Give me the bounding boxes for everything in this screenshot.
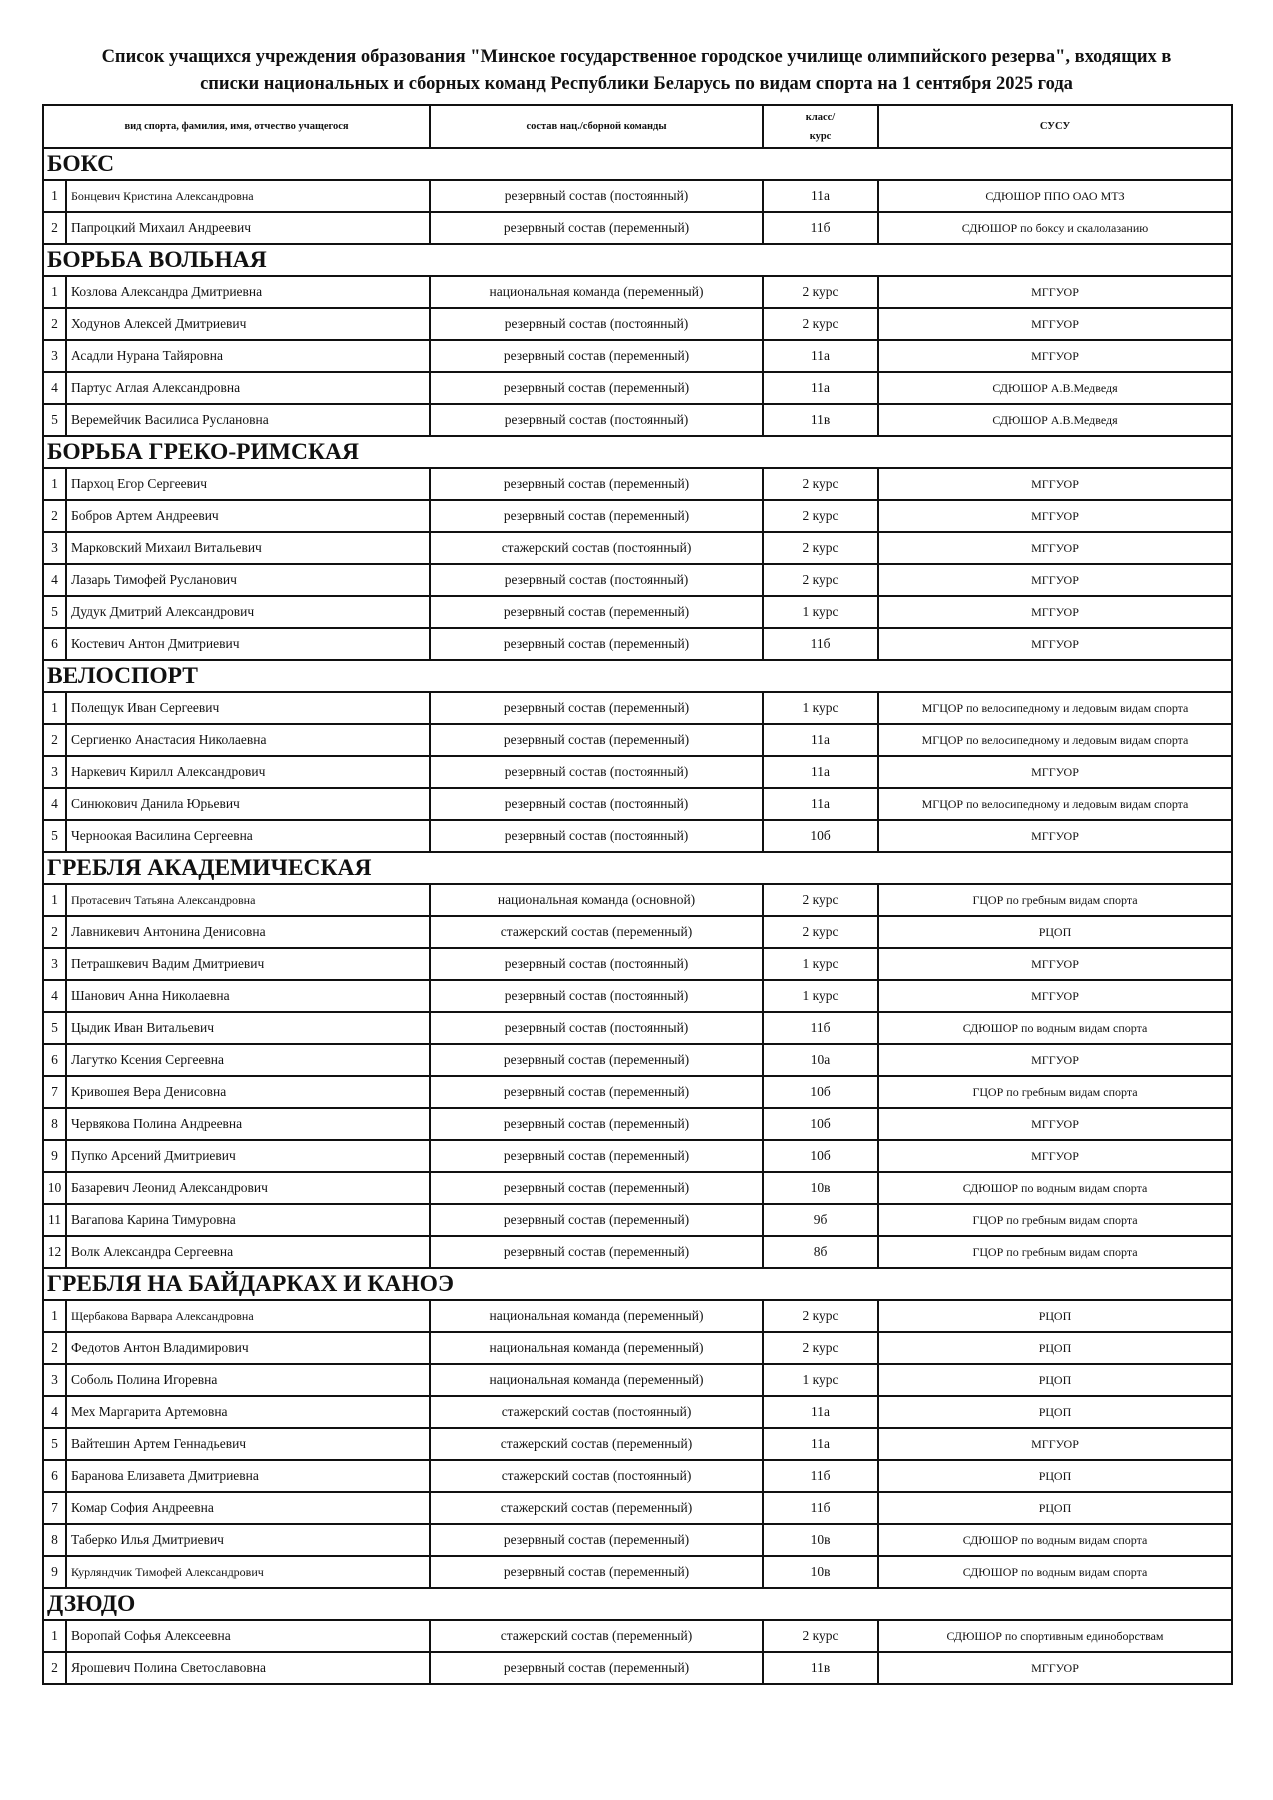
team-status: резервный состав (переменный) <box>430 1044 763 1076</box>
section-title: БОРЬБА ВОЛЬНАЯ <box>43 244 1232 276</box>
row-number: 6 <box>43 1460 66 1492</box>
row-number: 1 <box>43 1300 66 1332</box>
class-course: 2 курс <box>763 500 878 532</box>
team-status: резервный состав (переменный) <box>430 1524 763 1556</box>
team-status: резервный состав (переменный) <box>430 724 763 756</box>
class-course: 1 курс <box>763 596 878 628</box>
row-number: 2 <box>43 916 66 948</box>
team-status: стажерский состав (переменный) <box>430 1492 763 1524</box>
team-status: резервный состав (переменный) <box>430 628 763 660</box>
table-row <box>43 596 1232 628</box>
row-number: 4 <box>43 788 66 820</box>
table-row <box>43 500 1232 532</box>
table-row <box>43 756 1232 788</box>
table-row <box>43 372 1232 404</box>
student-name: Дудук Дмитрий Александрович <box>66 596 430 628</box>
section-title: БОРЬБА ГРЕКО-РИМСКАЯ <box>43 436 1232 468</box>
title-line-1: Список учащихся учреждения образования "Минское государственное городское училище олимпийского резерва", входящих в <box>101 47 1172 67</box>
student-name: Баранова Елизавета Дмитриевна <box>66 1460 430 1492</box>
row-number: 2 <box>43 724 66 756</box>
student-name: Козлова Александра Дмитриевна <box>66 276 430 308</box>
school-name: СДЮШОР А.В.Медведя <box>878 404 1232 436</box>
team-status: резервный состав (переменный) <box>430 1076 763 1108</box>
team-status: национальная команда (переменный) <box>430 276 763 308</box>
table-row <box>43 692 1232 724</box>
school-name: МГГУОР <box>878 948 1232 980</box>
team-status: резервный состав (постоянный) <box>430 564 763 596</box>
header-class-line-1: класс/ <box>805 111 836 123</box>
student-name: Партус Аглая Александровна <box>66 372 430 404</box>
student-name: Мех Маргарита Артемовна <box>66 1396 430 1428</box>
school-name: ГЦОР по гребным видам спорта <box>878 1204 1232 1236</box>
table-row <box>43 1236 1232 1268</box>
student-name: Петрашкевич Вадим Дмитриевич <box>66 948 430 980</box>
table-row <box>43 980 1232 1012</box>
team-status: резервный состав (переменный) <box>430 500 763 532</box>
class-course: 1 курс <box>763 948 878 980</box>
class-course: 11б <box>763 212 878 244</box>
table-row <box>43 404 1232 436</box>
team-status: резервный состав (переменный) <box>430 1172 763 1204</box>
row-number: 6 <box>43 628 66 660</box>
class-course: 2 курс <box>763 532 878 564</box>
school-name: СДЮШОР по водным видам спорта <box>878 1012 1232 1044</box>
student-name: Червякова Полина Андреевна <box>66 1108 430 1140</box>
student-name: Бобров Артем Андреевич <box>66 500 430 532</box>
table-row <box>43 532 1232 564</box>
student-name: Лазарь Тимофей Русланович <box>66 564 430 596</box>
row-number: 3 <box>43 756 66 788</box>
section-row <box>43 1588 1232 1620</box>
table-row <box>43 564 1232 596</box>
header-class-line-2: курс <box>809 130 832 142</box>
school-name: МГГУОР <box>878 1140 1232 1172</box>
row-number: 10 <box>43 1172 66 1204</box>
school-name: МГЦОР по велосипедному и ледовым видам спорта <box>878 788 1232 820</box>
school-name: МГЦОР по велосипедному и ледовым видам спорта <box>878 692 1232 724</box>
student-name: Сергиенко Анастасия Николаевна <box>66 724 430 756</box>
row-number: 8 <box>43 1524 66 1556</box>
school-name: МГГУОР <box>878 276 1232 308</box>
row-number: 5 <box>43 596 66 628</box>
class-course: 11б <box>763 1460 878 1492</box>
class-course: 2 курс <box>763 468 878 500</box>
section-title: ГРЕБЛЯ НА БАЙДАРКАХ И КАНОЭ <box>43 1268 1232 1300</box>
team-status: стажерский состав (постоянный) <box>430 532 763 564</box>
student-name: Воропай Софья Алексеевна <box>66 1620 430 1652</box>
student-name: Костевич Антон Дмитриевич <box>66 628 430 660</box>
team-status: резервный состав (постоянный) <box>430 788 763 820</box>
team-status: стажерский состав (переменный) <box>430 1428 763 1460</box>
team-status: национальная команда (основной) <box>430 884 763 916</box>
class-course: 2 курс <box>763 308 878 340</box>
table-row <box>43 468 1232 500</box>
student-name: Синюкович Данила Юрьевич <box>66 788 430 820</box>
table-row <box>43 628 1232 660</box>
class-course: 11а <box>763 180 878 212</box>
student-name: Черноокая Василина Сергеевна <box>66 820 430 852</box>
school-name: МГГУОР <box>878 1652 1232 1684</box>
row-number: 4 <box>43 372 66 404</box>
team-status: стажерский состав (постоянный) <box>430 1396 763 1428</box>
student-name: Наркевич Кирилл Александрович <box>66 756 430 788</box>
team-status: резервный состав (постоянный) <box>430 756 763 788</box>
team-status: национальная команда (переменный) <box>430 1300 763 1332</box>
class-course: 10б <box>763 1108 878 1140</box>
row-number: 9 <box>43 1140 66 1172</box>
table-row <box>43 1044 1232 1076</box>
school-name: СДЮШОР по спортивным единоборствам <box>878 1620 1232 1652</box>
student-name: Цыдик Иван Витальевич <box>66 1012 430 1044</box>
team-status: резервный состав (переменный) <box>430 340 763 372</box>
school-name: МГГУОР <box>878 1428 1232 1460</box>
table-row <box>43 340 1232 372</box>
class-course: 11а <box>763 724 878 756</box>
school-name: РЦОП <box>878 1460 1232 1492</box>
team-status: резервный состав (переменный) <box>430 1652 763 1684</box>
team-status: резервный состав (постоянный) <box>430 980 763 1012</box>
class-course: 2 курс <box>763 1620 878 1652</box>
class-course: 1 курс <box>763 980 878 1012</box>
student-name: Бонцевич Кристина Александровна <box>66 180 430 212</box>
row-number: 11 <box>43 1204 66 1236</box>
school-name: МГГУОР <box>878 820 1232 852</box>
class-course: 11а <box>763 340 878 372</box>
header-class <box>763 105 878 148</box>
table-row <box>43 1108 1232 1140</box>
team-status: резервный состав (переменный) <box>430 468 763 500</box>
school-name: МГГУОР <box>878 308 1232 340</box>
student-name: Комар София Андреевна <box>66 1492 430 1524</box>
row-number: 7 <box>43 1492 66 1524</box>
student-name: Лагутко Ксения Сергеевна <box>66 1044 430 1076</box>
row-number: 12 <box>43 1236 66 1268</box>
header-team: состав нац./сборной команды <box>430 105 763 148</box>
school-name: ГЦОР по гребным видам спорта <box>878 884 1232 916</box>
class-course: 10в <box>763 1524 878 1556</box>
student-name: Полещук Иван Сергеевич <box>66 692 430 724</box>
student-name: Пупко Арсений Дмитриевич <box>66 1140 430 1172</box>
table-row <box>43 916 1232 948</box>
row-number: 2 <box>43 1332 66 1364</box>
team-status: резервный состав (переменный) <box>430 1140 763 1172</box>
school-name: РЦОП <box>878 1492 1232 1524</box>
team-status: резервный состав (переменный) <box>430 212 763 244</box>
table-header <box>43 105 1232 148</box>
row-number: 2 <box>43 212 66 244</box>
team-status: резервный состав (постоянный) <box>430 308 763 340</box>
school-name: МГГУОР <box>878 980 1232 1012</box>
student-name: Волк Александра Сергеевна <box>66 1236 430 1268</box>
student-name: Пархоц Егор Сергеевич <box>66 468 430 500</box>
school-name: МГГУОР <box>878 1108 1232 1140</box>
team-status: национальная команда (переменный) <box>430 1364 763 1396</box>
class-course: 10б <box>763 1076 878 1108</box>
table-row <box>43 1332 1232 1364</box>
row-number: 1 <box>43 276 66 308</box>
row-number: 6 <box>43 1044 66 1076</box>
team-status: резервный состав (постоянный) <box>430 404 763 436</box>
team-status: резервный состав (переменный) <box>430 1204 763 1236</box>
title-line-2: списки национальных и сборных команд Республики Беларусь по видам спорта на 1 сентября 2025 года <box>200 74 1073 94</box>
row-number: 2 <box>43 1652 66 1684</box>
row-number: 4 <box>43 980 66 1012</box>
school-name: МГГУОР <box>878 468 1232 500</box>
class-course: 11б <box>763 1012 878 1044</box>
table-row <box>43 1076 1232 1108</box>
class-course: 11а <box>763 756 878 788</box>
student-name: Щербакова Варвара Александровна <box>66 1300 430 1332</box>
row-number: 3 <box>43 532 66 564</box>
team-status: национальная команда (переменный) <box>430 1332 763 1364</box>
section-row <box>43 436 1232 468</box>
table-row <box>43 1396 1232 1428</box>
section-title: ДЗЮДО <box>43 1588 1232 1620</box>
school-name: МГГУОР <box>878 564 1232 596</box>
school-name: РЦОП <box>878 1396 1232 1428</box>
table-row <box>43 1652 1232 1684</box>
student-name: Федотов Антон Владимирович <box>66 1332 430 1364</box>
class-course: 10в <box>763 1556 878 1588</box>
team-status: резервный состав (постоянный) <box>430 180 763 212</box>
team-status: резервный состав (переменный) <box>430 1108 763 1140</box>
school-name: СДЮШОР по водным видам спорта <box>878 1556 1232 1588</box>
team-status: стажерский состав (постоянный) <box>430 1460 763 1492</box>
table-row <box>43 1620 1232 1652</box>
school-name: РЦОП <box>878 1332 1232 1364</box>
section-title: ВЕЛОСПОРТ <box>43 660 1232 692</box>
student-name: Протасевич Татьяна Александровна <box>66 884 430 916</box>
table-row <box>43 788 1232 820</box>
school-name: МГГУОР <box>878 596 1232 628</box>
class-course: 10в <box>763 1172 878 1204</box>
student-name: Асадли Нурана Тайяровна <box>66 340 430 372</box>
class-course: 2 курс <box>763 1300 878 1332</box>
table-row <box>43 820 1232 852</box>
school-name: МГЦОР по велосипедному и ледовым видам спорта <box>878 724 1232 756</box>
team-status: резервный состав (постоянный) <box>430 1012 763 1044</box>
class-course: 9б <box>763 1204 878 1236</box>
table-row <box>43 1172 1232 1204</box>
team-status: резервный состав (переменный) <box>430 596 763 628</box>
row-number: 1 <box>43 180 66 212</box>
team-status: резервный состав (переменный) <box>430 692 763 724</box>
team-status: резервный состав (постоянный) <box>430 820 763 852</box>
student-name: Ярошевич Полина Светославовна <box>66 1652 430 1684</box>
row-number: 1 <box>43 1620 66 1652</box>
class-course: 2 курс <box>763 916 878 948</box>
class-course: 2 курс <box>763 884 878 916</box>
table-row <box>43 1364 1232 1396</box>
school-name: СДЮШОР ППО ОАО МТЗ <box>878 180 1232 212</box>
section-row <box>43 244 1232 276</box>
row-number: 7 <box>43 1076 66 1108</box>
table-row <box>43 1428 1232 1460</box>
row-number: 2 <box>43 308 66 340</box>
table-row <box>43 308 1232 340</box>
class-course: 10б <box>763 1140 878 1172</box>
table-row <box>43 1556 1232 1588</box>
school-name: МГГУОР <box>878 1044 1232 1076</box>
school-name: МГГУОР <box>878 340 1232 372</box>
table-row <box>43 1524 1232 1556</box>
team-status: резервный состав (постоянный) <box>430 948 763 980</box>
school-name: ГЦОР по гребным видам спорта <box>878 1236 1232 1268</box>
row-number: 3 <box>43 1364 66 1396</box>
table-row <box>43 1204 1232 1236</box>
student-name: Базаревич Леонид Александрович <box>66 1172 430 1204</box>
table-row <box>43 180 1232 212</box>
row-number: 5 <box>43 1428 66 1460</box>
team-status: резервный состав (переменный) <box>430 1556 763 1588</box>
student-name: Веремейчик Василиса Руслановна <box>66 404 430 436</box>
row-number: 3 <box>43 948 66 980</box>
header-school: СУСУ <box>878 105 1232 148</box>
class-course: 11б <box>763 628 878 660</box>
table-row <box>43 1460 1232 1492</box>
student-name: Шанович Анна Николаевна <box>66 980 430 1012</box>
section-row <box>43 1268 1232 1300</box>
row-number: 2 <box>43 500 66 532</box>
document-title <box>40 44 1233 98</box>
table-row <box>43 212 1232 244</box>
school-name: МГГУОР <box>878 628 1232 660</box>
row-number: 3 <box>43 340 66 372</box>
school-name: МГГУОР <box>878 756 1232 788</box>
school-name: МГГУОР <box>878 500 1232 532</box>
table-row <box>43 724 1232 756</box>
team-status: стажерский состав (переменный) <box>430 916 763 948</box>
class-course: 2 курс <box>763 564 878 596</box>
row-number: 9 <box>43 1556 66 1588</box>
section-title: ГРЕБЛЯ АКАДЕМИЧЕСКАЯ <box>43 852 1232 884</box>
school-name: ГЦОР по гребным видам спорта <box>878 1076 1232 1108</box>
table-row <box>43 276 1232 308</box>
student-name: Лавникевич Антонина Денисовна <box>66 916 430 948</box>
school-name: СДЮШОР А.В.Медведя <box>878 372 1232 404</box>
table-row <box>43 1012 1232 1044</box>
school-name: МГГУОР <box>878 532 1232 564</box>
school-name: РЦОП <box>878 1300 1232 1332</box>
school-name: РЦОП <box>878 916 1232 948</box>
row-number: 1 <box>43 884 66 916</box>
row-number: 1 <box>43 468 66 500</box>
class-course: 11а <box>763 1428 878 1460</box>
table-row <box>43 1300 1232 1332</box>
student-name: Вагапова Карина Тимуровна <box>66 1204 430 1236</box>
header-name: вид спорта, фамилия, имя, отчество учащегося <box>43 105 430 148</box>
row-number: 5 <box>43 1012 66 1044</box>
school-name: СДЮШОР по водным видам спорта <box>878 1172 1232 1204</box>
table-row <box>43 1492 1232 1524</box>
section-row <box>43 852 1232 884</box>
student-name: Таберко Илья Дмитриевич <box>66 1524 430 1556</box>
section-row <box>43 660 1232 692</box>
student-name: Курляндчик Тимофей Александрович <box>66 1556 430 1588</box>
section-row <box>43 148 1232 180</box>
class-course: 11а <box>763 788 878 820</box>
row-number: 4 <box>43 564 66 596</box>
team-status: резервный состав (переменный) <box>430 1236 763 1268</box>
team-status: резервный состав (переменный) <box>430 372 763 404</box>
class-course: 11а <box>763 1396 878 1428</box>
student-name: Соболь Полина Игоревна <box>66 1364 430 1396</box>
school-name: РЦОП <box>878 1364 1232 1396</box>
student-name: Ходунов Алексей Дмитриевич <box>66 308 430 340</box>
class-course: 2 курс <box>763 1332 878 1364</box>
class-course: 11в <box>763 1652 878 1684</box>
class-course: 11а <box>763 372 878 404</box>
class-course: 1 курс <box>763 692 878 724</box>
class-course: 2 курс <box>763 276 878 308</box>
class-course: 1 курс <box>763 1364 878 1396</box>
class-course: 11б <box>763 1492 878 1524</box>
class-course: 8б <box>763 1236 878 1268</box>
table-row <box>43 884 1232 916</box>
row-number: 5 <box>43 820 66 852</box>
row-number: 8 <box>43 1108 66 1140</box>
class-course: 10а <box>763 1044 878 1076</box>
class-course: 11в <box>763 404 878 436</box>
row-number: 4 <box>43 1396 66 1428</box>
students-table <box>42 104 1233 1685</box>
student-name: Вайтешин Артем Геннадьевич <box>66 1428 430 1460</box>
school-name: СДЮШОР по водным видам спорта <box>878 1524 1232 1556</box>
section-title: БОКС <box>43 148 1232 180</box>
row-number: 1 <box>43 692 66 724</box>
class-course: 10б <box>763 820 878 852</box>
team-status: стажерский состав (переменный) <box>430 1620 763 1652</box>
student-name: Марковский Михаил Витальевич <box>66 532 430 564</box>
student-name: Папроцкий Михаил Андреевич <box>66 212 430 244</box>
school-name: СДЮШОР по боксу и скалолазанию <box>878 212 1232 244</box>
student-name: Кривошея Вера Денисовна <box>66 1076 430 1108</box>
row-number: 5 <box>43 404 66 436</box>
table-row <box>43 1140 1232 1172</box>
table-row <box>43 948 1232 980</box>
